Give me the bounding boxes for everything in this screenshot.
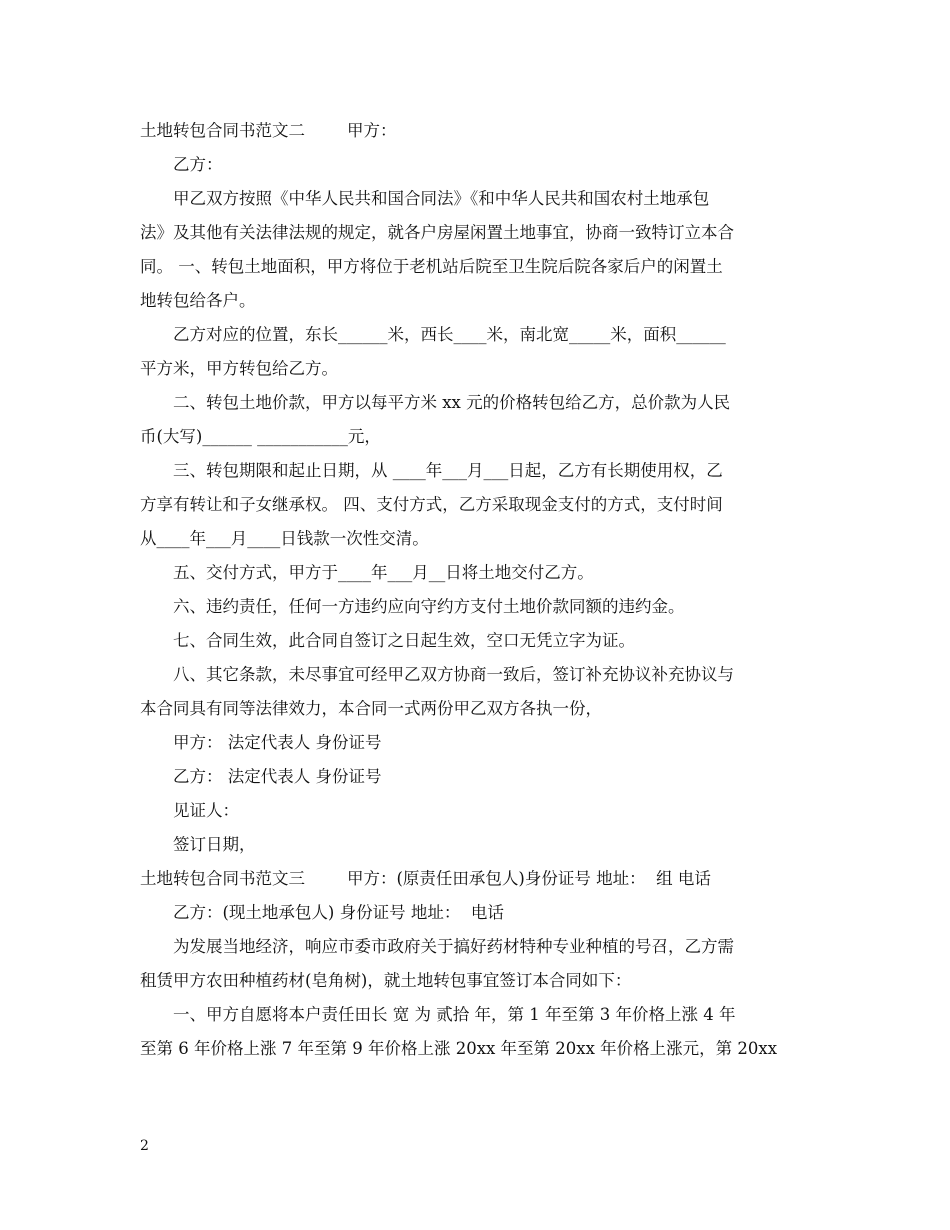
text-line: 七、合同生效，此合同自签订之日起生效，空口无凭立字为证。: [173, 631, 635, 650]
text-line: 乙方对应的位置，东长______米，西长____米，南北宽_____米，面积______: [173, 325, 726, 344]
text-line: 八、其它条款，未尽事宜可经甲乙双方协商一致后，签订补充协议补充协议与: [173, 665, 734, 684]
text-line: 平方米，甲方转包给乙方。: [140, 359, 338, 378]
text-line: 法》及其他有关法律法规的规定，就各户房屋闲置土地事宜，协商一致特订立本合: [140, 223, 734, 242]
document-body: [140, 114, 812, 1066]
text-line: 乙方： 法定代表人 身份证号: [173, 767, 382, 786]
text-line: 同。 一、转包土地面积，甲方将位于老机站后院至卫生院后院各家后户的闲置土: [140, 257, 723, 276]
text-line: 三、转包期限和起止日期，从 ____年___月___日起，乙方有长期使用权，乙: [173, 461, 723, 480]
text-line: 租赁甲方农田种植药材(皂角树)，就土地转包事宜签订本合同如下：: [140, 971, 632, 990]
text-line: 甲乙双方按照《中华人民共和国合同法》《和中华人民共和国农村土地承包: [173, 189, 710, 208]
page-number: 2: [140, 1138, 149, 1154]
text-line: 甲方： 法定代表人 身份证号: [173, 733, 382, 752]
text-line: 为发展当地经济，响应市委市政府关于搞好药材特种专业种植的号召，乙方需: [173, 937, 734, 956]
text-line: 至第 6 年价格上涨 7 年至第 9 年价格上涨 20xx 年至第 20xx 年价格上涨元，第 20xx: [140, 1039, 778, 1058]
text-line: 地转包给各户。: [140, 291, 256, 310]
text-line: 乙方：: [173, 155, 223, 174]
text-line: 一、甲方自愿将本户责任田长 宽 为 贰拾 年，第 1 年至第 3 年价格上涨 4 年: [173, 1005, 736, 1024]
text-line: 从____年___月____日钱款一次性交清。: [140, 529, 429, 548]
text-line: 见证人：: [173, 801, 239, 820]
text-line: 土地转包合同书范文二 甲方：: [140, 121, 397, 140]
text-line: 六、违约责任，任何一方违约应向守约方支付土地价款同额的违约金。: [173, 597, 685, 616]
text-line: 方享有转让和子女继承权。 四、支付方式，乙方采取现金支付的方式，支付时间: [140, 495, 723, 514]
text-line: 乙方：(现土地承包人) 身份证号 地址： 电话: [173, 903, 504, 922]
text-line: 本合同具有同等法律效力，本合同一式两份甲乙双方各执一份，: [140, 699, 602, 718]
text-line: 二、转包土地价款，甲方以每平方米 xx 元的价格转包给乙方，总价款为人民: [173, 393, 731, 412]
text-line: 币(大写)______ ___________元，: [140, 427, 381, 446]
text-line: 签订日期，: [173, 835, 256, 854]
text-line: 土地转包合同书范文三 甲方：(原责任田承包人)身份证号 地址： 组 电话: [140, 869, 711, 888]
text-line: 五、交付方式，甲方于____年___月__日将土地交付乙方。: [173, 563, 594, 582]
